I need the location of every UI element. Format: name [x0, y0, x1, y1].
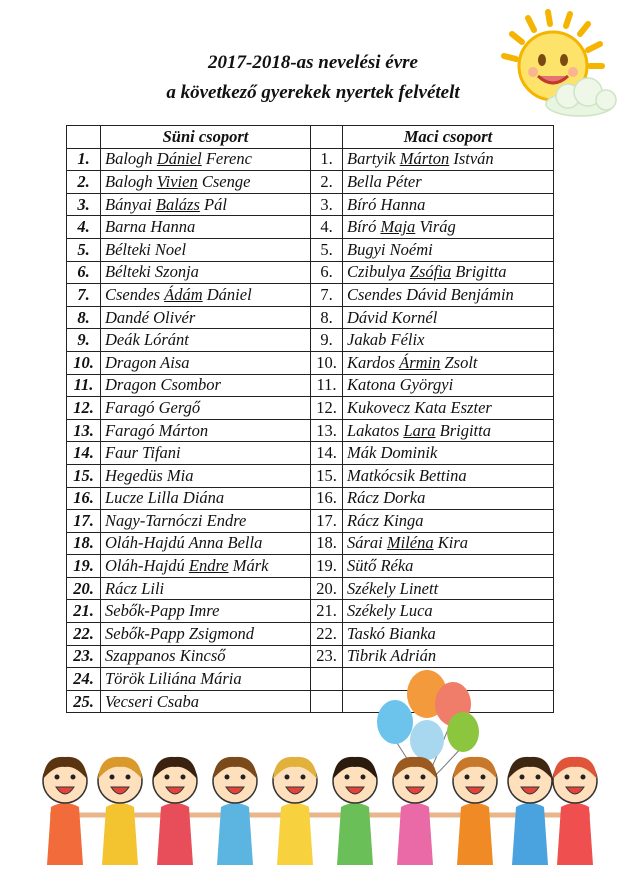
name-part: Oláh-Hajdú	[105, 556, 189, 576]
maci-number	[311, 668, 343, 691]
name-part: Dávid Kornél	[347, 307, 438, 327]
maci-child-name	[343, 487, 554, 510]
suni-number: 20.	[67, 577, 101, 600]
table-row	[67, 306, 554, 329]
table-row	[67, 193, 554, 216]
enrollment-table	[66, 125, 554, 713]
suni-child-name	[101, 690, 311, 713]
suni-child-name	[101, 668, 311, 691]
name-part: Rácz Dorka	[347, 488, 426, 508]
suni-child-name	[101, 329, 311, 352]
maci-child-name	[343, 238, 554, 261]
name-part: Balogh	[105, 171, 157, 191]
maci-child-name	[343, 600, 554, 623]
table-row	[67, 555, 554, 578]
suni-child-name	[101, 216, 311, 239]
name-part: Bartyik	[347, 149, 400, 169]
maci-number: 23.	[311, 645, 343, 668]
name-part: István	[449, 149, 494, 169]
maci-number: 14.	[311, 442, 343, 465]
suni-number: 22.	[67, 623, 101, 646]
name-part: Bíró	[347, 217, 381, 237]
maci-child-name	[343, 329, 554, 352]
nickname: Ádám	[164, 284, 203, 304]
name-part: Matkócsik Bettina	[347, 465, 467, 485]
suni-child-name	[101, 148, 311, 171]
name-part: Kardos	[347, 352, 400, 372]
maci-number: 12.	[311, 397, 343, 420]
group2-header: Maci csoport	[343, 126, 554, 149]
name-part: Mák Dominik	[347, 443, 438, 463]
name-part: Katona Györgyi	[347, 375, 454, 395]
title-line-2: a következő gyerekek nyertek felvételt	[166, 82, 460, 103]
nickname: Zsófia	[409, 262, 452, 282]
name-part: Dragon Csombor	[105, 375, 221, 395]
nickname: Balázs	[155, 194, 200, 214]
table-row	[67, 397, 554, 420]
suni-child-name	[101, 464, 311, 487]
name-part: Sütő Réka	[347, 556, 414, 576]
suni-child-name	[101, 442, 311, 465]
nickname: Márton	[399, 149, 450, 169]
name-part: Kira	[433, 533, 469, 553]
name-part: Bugyi Noémi	[347, 239, 433, 259]
suni-number: 5.	[67, 238, 101, 261]
suni-number: 25.	[67, 690, 101, 713]
suni-number: 7.	[67, 284, 101, 307]
maci-number: 5.	[311, 238, 343, 261]
table-row	[67, 148, 554, 171]
name-part: Brigitta	[435, 420, 491, 440]
maci-child-name	[343, 171, 554, 194]
suni-number: 16.	[67, 487, 101, 510]
suni-number: 12.	[67, 397, 101, 420]
maci-number: 7.	[311, 284, 343, 307]
name-part: Bélteki Noel	[105, 239, 187, 259]
child-figure	[393, 757, 437, 865]
name-part: Csendes	[105, 284, 165, 304]
maci-child-name	[343, 261, 554, 284]
suni-child-name	[101, 351, 311, 374]
name-part: Török Liliána Mária	[105, 669, 242, 689]
suni-child-name	[101, 171, 311, 194]
suni-number: 10.	[67, 351, 101, 374]
name-part: Brigitta	[451, 262, 507, 282]
name-part: Márk	[228, 556, 269, 576]
maci-number: 13.	[311, 419, 343, 442]
child-figure	[153, 757, 197, 865]
name-part: Ferenc	[201, 149, 252, 169]
table-row	[67, 374, 554, 397]
group1-header: Süni csoport	[101, 126, 311, 149]
maci-child-name	[343, 284, 554, 307]
maci-number: 22.	[311, 623, 343, 646]
name-part: Kukovecz Kata Eszter	[347, 397, 492, 417]
suni-number: 15.	[67, 464, 101, 487]
child-figure	[213, 757, 257, 865]
maci-number: 2.	[311, 171, 343, 194]
name-part: Pál	[199, 194, 227, 214]
suni-number: 8.	[67, 306, 101, 329]
suni-number: 24.	[67, 668, 101, 691]
maci-number: 20.	[311, 577, 343, 600]
maci-child-name	[343, 148, 554, 171]
maci-number: 8.	[311, 306, 343, 329]
name-part: Rácz Kinga	[347, 510, 424, 530]
suni-child-name	[101, 623, 311, 646]
child-figure	[453, 757, 497, 865]
name-part: Sebők-Papp Zsigmond	[105, 623, 254, 643]
suni-child-name	[101, 600, 311, 623]
name-part: Zsolt	[440, 352, 478, 372]
name-part: Sárai	[347, 533, 387, 553]
title-line-1: 2017-2018-as nevelési évre	[208, 52, 418, 73]
maci-number: 17.	[311, 510, 343, 533]
maci-child-name	[343, 306, 554, 329]
suni-child-name	[101, 532, 311, 555]
maci-number: 10.	[311, 351, 343, 374]
suni-child-name	[101, 261, 311, 284]
maci-number: 3.	[311, 193, 343, 216]
name-part: Czibulya	[347, 262, 410, 282]
maci-number: 1.	[311, 148, 343, 171]
nickname: Endre	[188, 556, 229, 576]
maci-number: 6.	[311, 261, 343, 284]
suni-child-name	[101, 419, 311, 442]
maci-number: 9.	[311, 329, 343, 352]
table-row	[67, 623, 554, 646]
suni-child-name	[101, 284, 311, 307]
child-figure	[273, 757, 317, 865]
suni-child-name	[101, 487, 311, 510]
name-part: Nagy-Tarnóczi Endre	[105, 510, 247, 530]
nickname: Dániel	[156, 149, 202, 169]
name-part: Faragó Gergő	[105, 397, 201, 417]
name-part: Barna Hanna	[105, 217, 196, 237]
table-row	[67, 464, 554, 487]
nickname: Miléna	[386, 533, 434, 553]
suni-number: 21.	[67, 600, 101, 623]
sun-icon	[488, 4, 626, 122]
maci-child-name	[343, 193, 554, 216]
suni-number: 3.	[67, 193, 101, 216]
suni-child-name	[101, 193, 311, 216]
suni-number: 17.	[67, 510, 101, 533]
name-part: Deák Lóránt	[105, 330, 189, 350]
suni-child-name	[101, 238, 311, 261]
maci-child-name	[343, 532, 554, 555]
suni-number: 23.	[67, 645, 101, 668]
suni-number: 9.	[67, 329, 101, 352]
suni-child-name	[101, 555, 311, 578]
name-part: Sebők-Papp Imre	[105, 601, 220, 621]
suni-child-name	[101, 374, 311, 397]
name-part: Bella Péter	[347, 171, 422, 191]
name-part: Szappanos Kincső	[105, 646, 226, 666]
suni-number: 14.	[67, 442, 101, 465]
suni-number: 11.	[67, 374, 101, 397]
nickname: Ármin	[399, 352, 441, 372]
table-row	[67, 510, 554, 533]
name-part: Dániel	[202, 284, 252, 304]
maci-number: 4.	[311, 216, 343, 239]
name-part: Oláh-Hajdú Anna Bella	[105, 533, 263, 553]
table-row	[67, 442, 554, 465]
maci-number: 18.	[311, 532, 343, 555]
children-illustration	[30, 745, 610, 870]
maci-child-name	[343, 374, 554, 397]
suni-child-name	[101, 510, 311, 533]
name-part: Faur Tifani	[105, 443, 181, 463]
name-part: Taskó Bianka	[347, 623, 436, 643]
maci-number: 19.	[311, 555, 343, 578]
name-part: Jakab Félix	[347, 330, 425, 350]
maci-number	[311, 690, 343, 713]
maci-child-name	[343, 216, 554, 239]
name-part: Bányai	[105, 194, 156, 214]
suni-number: 1.	[67, 148, 101, 171]
table-row	[67, 261, 554, 284]
name-part: Lucze Lilla Diána	[105, 488, 225, 508]
name-part: Vecseri Csaba	[105, 691, 199, 711]
table-row	[67, 419, 554, 442]
maci-child-name	[343, 510, 554, 533]
table-row	[67, 238, 554, 261]
child-figure	[43, 757, 87, 865]
name-part: Bíró Hanna	[347, 194, 426, 214]
name-part: Székely Luca	[347, 601, 433, 621]
table-row	[67, 284, 554, 307]
maci-number: 15.	[311, 464, 343, 487]
maci-number: 16.	[311, 487, 343, 510]
name-part: Csenge	[197, 171, 251, 191]
maci-number: 11.	[311, 374, 343, 397]
maci-child-name	[343, 464, 554, 487]
name-part: Lakatos	[347, 420, 404, 440]
child-figure	[553, 757, 597, 865]
table-row	[67, 532, 554, 555]
table-row	[67, 329, 554, 352]
suni-number: 18.	[67, 532, 101, 555]
maci-child-name	[343, 442, 554, 465]
name-part: Balogh	[105, 149, 157, 169]
suni-child-name	[101, 397, 311, 420]
maci-child-name	[343, 397, 554, 420]
table-row	[67, 577, 554, 600]
suni-child-name	[101, 306, 311, 329]
name-part: Székely Linett	[347, 578, 439, 598]
suni-number: 19.	[67, 555, 101, 578]
table-row	[67, 487, 554, 510]
name-part: Csendes Dávid Benjámin	[347, 284, 514, 304]
name-part: Rácz Lili	[105, 578, 165, 598]
suni-number: 13.	[67, 419, 101, 442]
table-row	[67, 351, 554, 374]
child-figure	[98, 757, 142, 865]
nickname: Vivien	[156, 171, 198, 191]
name-part: Dandé Olivér	[105, 307, 196, 327]
table-header-row	[67, 126, 554, 149]
name-part: Virág	[415, 217, 456, 237]
table-row	[67, 600, 554, 623]
table-row	[67, 171, 554, 194]
name-part: Hegedüs Mia	[105, 465, 194, 485]
name-part: Tibrik Adrián	[347, 646, 437, 666]
name-part: Dragon Aisa	[105, 352, 190, 372]
maci-child-name	[343, 555, 554, 578]
name-part: Bélteki Szonja	[105, 262, 199, 282]
table-row	[67, 216, 554, 239]
suni-child-name	[101, 645, 311, 668]
maci-child-name	[343, 577, 554, 600]
maci-child-name	[343, 623, 554, 646]
suni-child-name	[101, 577, 311, 600]
name-part: Faragó Márton	[105, 420, 209, 440]
maci-child-name	[343, 419, 554, 442]
maci-child-name	[343, 351, 554, 374]
maci-number: 21.	[311, 600, 343, 623]
child-figure	[508, 757, 552, 865]
nickname: Maja	[380, 217, 416, 237]
suni-number: 4.	[67, 216, 101, 239]
nickname: Lara	[403, 420, 436, 440]
child-figure	[333, 757, 377, 865]
suni-number: 6.	[67, 261, 101, 284]
suni-number: 2.	[67, 171, 101, 194]
